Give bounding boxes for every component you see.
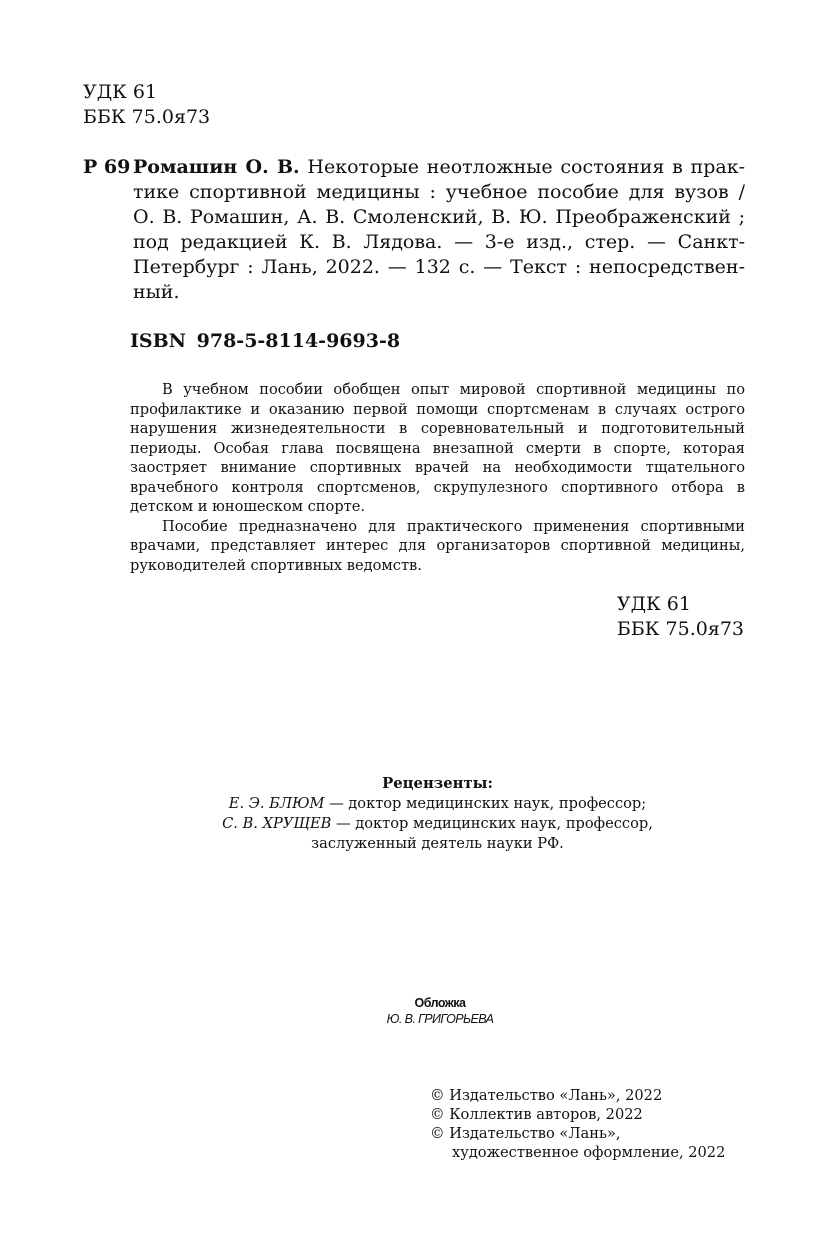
author-name: Ромашин О. В. [133,156,300,178]
reviewer-2: С. В. ХРУЩЕВ — доктор медицинских наук, профессор, [222,815,653,832]
copyright-line: © Издательство «Лань», 2022 [430,1087,663,1104]
reviewer-2-title: заслуженный деятель науки РФ. [311,835,564,852]
cover-artist: Ю. В. ГРИГОРЬЕВА [386,1012,494,1026]
reviewer-1: Е. Э. БЛЮМ — доктор медицинских наук, профессор; [228,795,647,812]
copyright-block [430,1086,725,1162]
header-classification-codes [83,80,210,130]
copyright-line: художественное оформление, 2022 [452,1144,726,1161]
entry-line: под редакцией К. В. Лядова. — 3-е изд., стер. — Санкт- [133,231,745,253]
footer-classification-codes [617,592,744,642]
reviewers-block [130,774,745,854]
footer-udk: УДК 61 [616,593,691,615]
entry-line: ный. [133,281,180,303]
bibliographic-description [133,155,745,305]
copyright-line: © Коллектив авторов, 2022 [430,1106,643,1123]
entry-line: Петербург : Лань, 2022. — 132 с. — Текст : непосредствен- [133,256,745,278]
entry-line: О. В. Ромашин, А. В. Смоленский, В. Ю. Преображенский ; [133,206,745,228]
cover-credit [340,995,540,1027]
cover-label: Обложка [414,996,466,1010]
header-bbk: ББК 75.0я73 [83,106,211,128]
entry-line: тике спортивной медицины : учебное пособие для вузов / [133,181,745,203]
header-udk: УДК 61 [83,81,158,103]
abstract [130,380,745,575]
abstract-paragraph: Пособие предназначено для практического применения спортивными врачами, представляет интерес для организаторов спортивной медицины, руководителей спортивных ведомств. [130,517,745,574]
entry-line: Ромашин О. В. Некоторые неотложные состояния в прак- [133,156,746,178]
reviewers-title: Рецензенты: [382,775,493,792]
abstract-paragraph: В учебном пособии обобщен опыт мировой спортивной медицины по профилактике и оказанию первой помощи спортсменам в случаях острого нарушения жизнедеятельности в соревновательный и подготовительный периоды. Особая глава посвящена внезапной смерти в спорте, которая заостряет внимание спортивных врачей на необходимости тщательного врачебного контроля спортсменов, скрупулезного спортивного отбора в детском и юношеском спорте. [130,381,745,515]
copyright-line: © Издательство «Лань», [430,1125,621,1142]
author-mark: Р 69 [83,156,131,178]
isbn: ISBN 978-5-8114-9693-8 [130,330,401,352]
footer-bbk: ББК 75.0я73 [616,618,744,640]
